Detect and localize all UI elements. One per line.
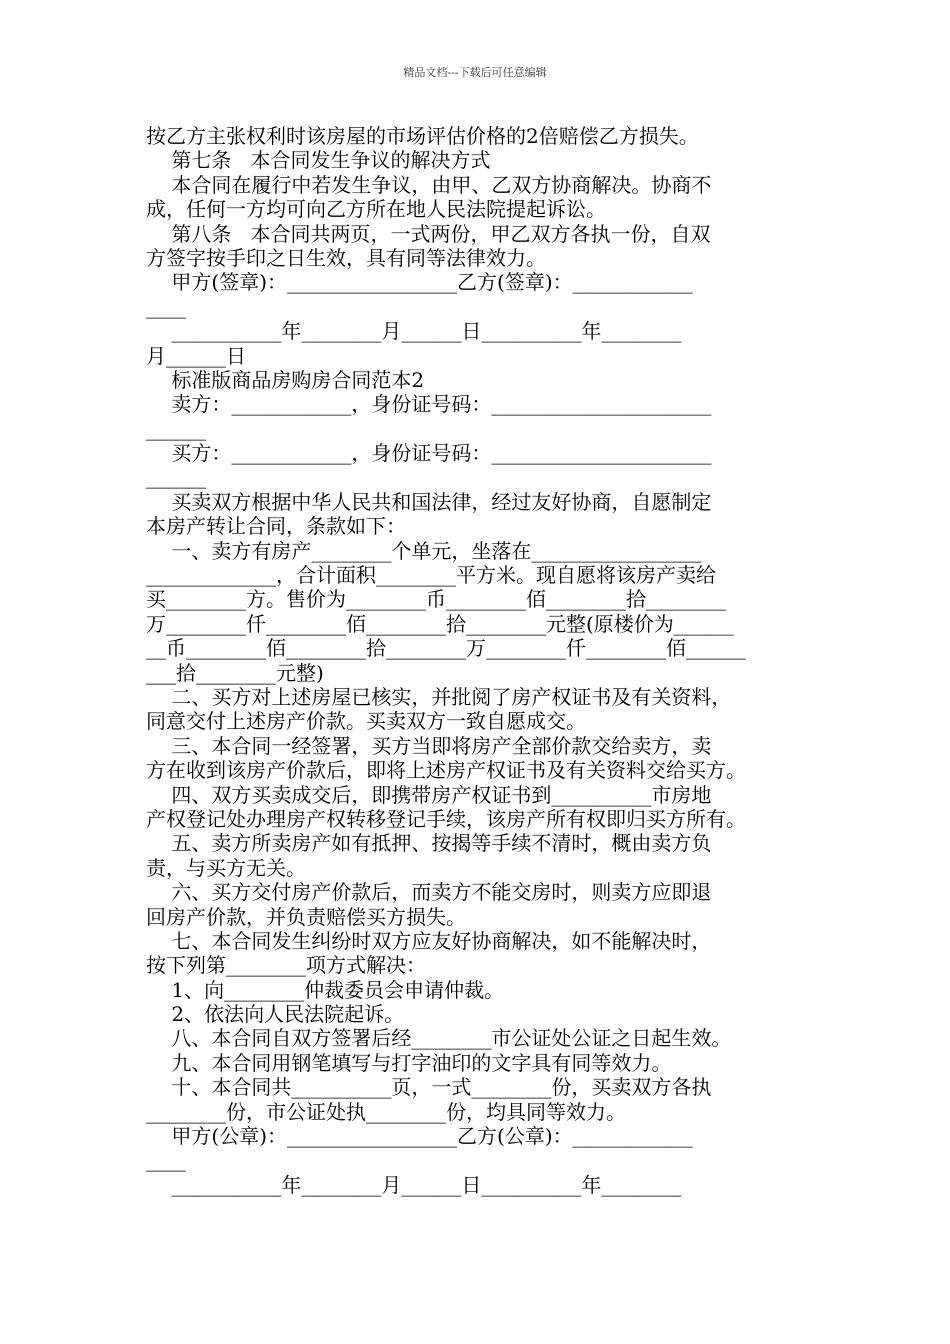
text-line: 成，任何一方均可向乙方所在地人民法院提起诉讼。 bbox=[146, 197, 606, 222]
text-line: 买卖双方根据中华人民共和国法律，经过友好协商，自愿制定 bbox=[146, 489, 712, 514]
text-line: 万________仟________佰________拾________元整(原楼价为______ bbox=[146, 611, 734, 636]
text-line: 责，与买方无关。 bbox=[146, 855, 306, 880]
text-line: 七、本合同发生纠纷时双方应友好协商解决，如不能解决时， bbox=[146, 928, 712, 953]
text-line: 方签字按手印之日生效，具有同等法律效力。 bbox=[146, 245, 546, 270]
text-line: 卖方：____________，身份证号码：______________________ bbox=[146, 392, 712, 417]
text-line: 方在收到该房产价款后，即将上述房产权证书及有关资料交给买方。 bbox=[146, 758, 746, 783]
text-line: 本合同在履行中若发生争议，由甲、乙双方协商解决。协商不 bbox=[146, 172, 712, 197]
text-line: ___拾________元整) bbox=[146, 660, 324, 685]
text-line: 2、依法向人民法院起诉。 bbox=[146, 1002, 405, 1027]
text-line: 产权登记处办理房产权转移登记手续，该房产所有权即归买方所有。 bbox=[146, 806, 746, 831]
text-line: 甲方(公章)：_________________乙方(公章)：____________ bbox=[146, 1124, 693, 1149]
text-line: 月______日 bbox=[146, 343, 246, 368]
text-line: ______ bbox=[146, 416, 206, 441]
text-line: 六、买方交付房产价款后，而卖方不能交房时，则卖方应即退 bbox=[146, 880, 712, 905]
text-line: 甲方(签章)：_________________乙方(签章)：____________ bbox=[146, 270, 693, 295]
text-line: ________份，市公证处执________份，均具同等效力。 bbox=[146, 1099, 626, 1124]
text-line: _____________，合计面积________平方米。现自愿将该房产卖给 bbox=[146, 563, 716, 588]
text-line: 买________方。售价为________币________佰________拾________ bbox=[146, 587, 726, 612]
text-line: 五、卖方所卖房产如有抵押、按揭等手续不清时，概由卖方负 bbox=[146, 831, 712, 856]
text-line: 二、买方对上述房屋已核实，并批阅了房产权证书及有关资料， bbox=[146, 684, 732, 709]
text-line: 第七条 本合同发生争议的解决方式 bbox=[146, 148, 491, 173]
text-line: 八、本合同自双方签署后经________市公证处公证之日起生效。 bbox=[146, 1026, 732, 1051]
text-line: 按乙方主张权利时该房屋的市场评估价格的2倍赔偿乙方损失。 bbox=[146, 124, 699, 148]
text-line: 回房产价款，并负责赔偿买方损失。 bbox=[146, 904, 466, 929]
text-line: 买方：____________，身份证号码：______________________ bbox=[146, 441, 712, 466]
text-line: ____ bbox=[146, 1148, 186, 1173]
text-line: 同意交付上述房产价款。买卖双方一致自愿成交。 bbox=[146, 709, 586, 734]
text-line: 按下列第________项方式解决： bbox=[146, 953, 426, 978]
text-line: __币________佰________拾________万________仟________佰______ bbox=[146, 636, 746, 661]
text-line: ___________年________月______日__________年________ bbox=[146, 319, 682, 344]
text-line: 本房产转让合同，条款如下： bbox=[146, 514, 406, 539]
text-line: 十、本合同共__________页，一式________份，买卖双方各执 bbox=[146, 1075, 712, 1100]
page-header: 精品文档---下载后可任意编辑 bbox=[403, 66, 547, 79]
text-line: ____ bbox=[146, 294, 186, 319]
text-line: 一、卖方有房产________个单元，坐落在_________________ bbox=[146, 538, 702, 563]
text-line: 九、本合同用钢笔填写与打字油印的文字具有同等效力。 bbox=[146, 1050, 672, 1075]
text-line: 1、向________仲裁委员会申请仲裁。 bbox=[146, 977, 505, 1002]
text-line: 四、双方买卖成交后，即携带房产权证书到__________市房地 bbox=[146, 782, 712, 807]
text-line: 第八条 本合同共两页，一式两份，甲乙双方各执一份，自双 bbox=[146, 221, 711, 246]
text-line: 标准版商品房购房合同范本2 bbox=[146, 367, 425, 392]
text-line: ___________年________月______日__________年________ bbox=[146, 1172, 682, 1197]
document-body bbox=[146, 124, 808, 1197]
text-line: 三、本合同一经签署，买方当即将房产全部价款交给卖方，卖 bbox=[146, 733, 712, 758]
text-line: ______ bbox=[146, 465, 206, 490]
